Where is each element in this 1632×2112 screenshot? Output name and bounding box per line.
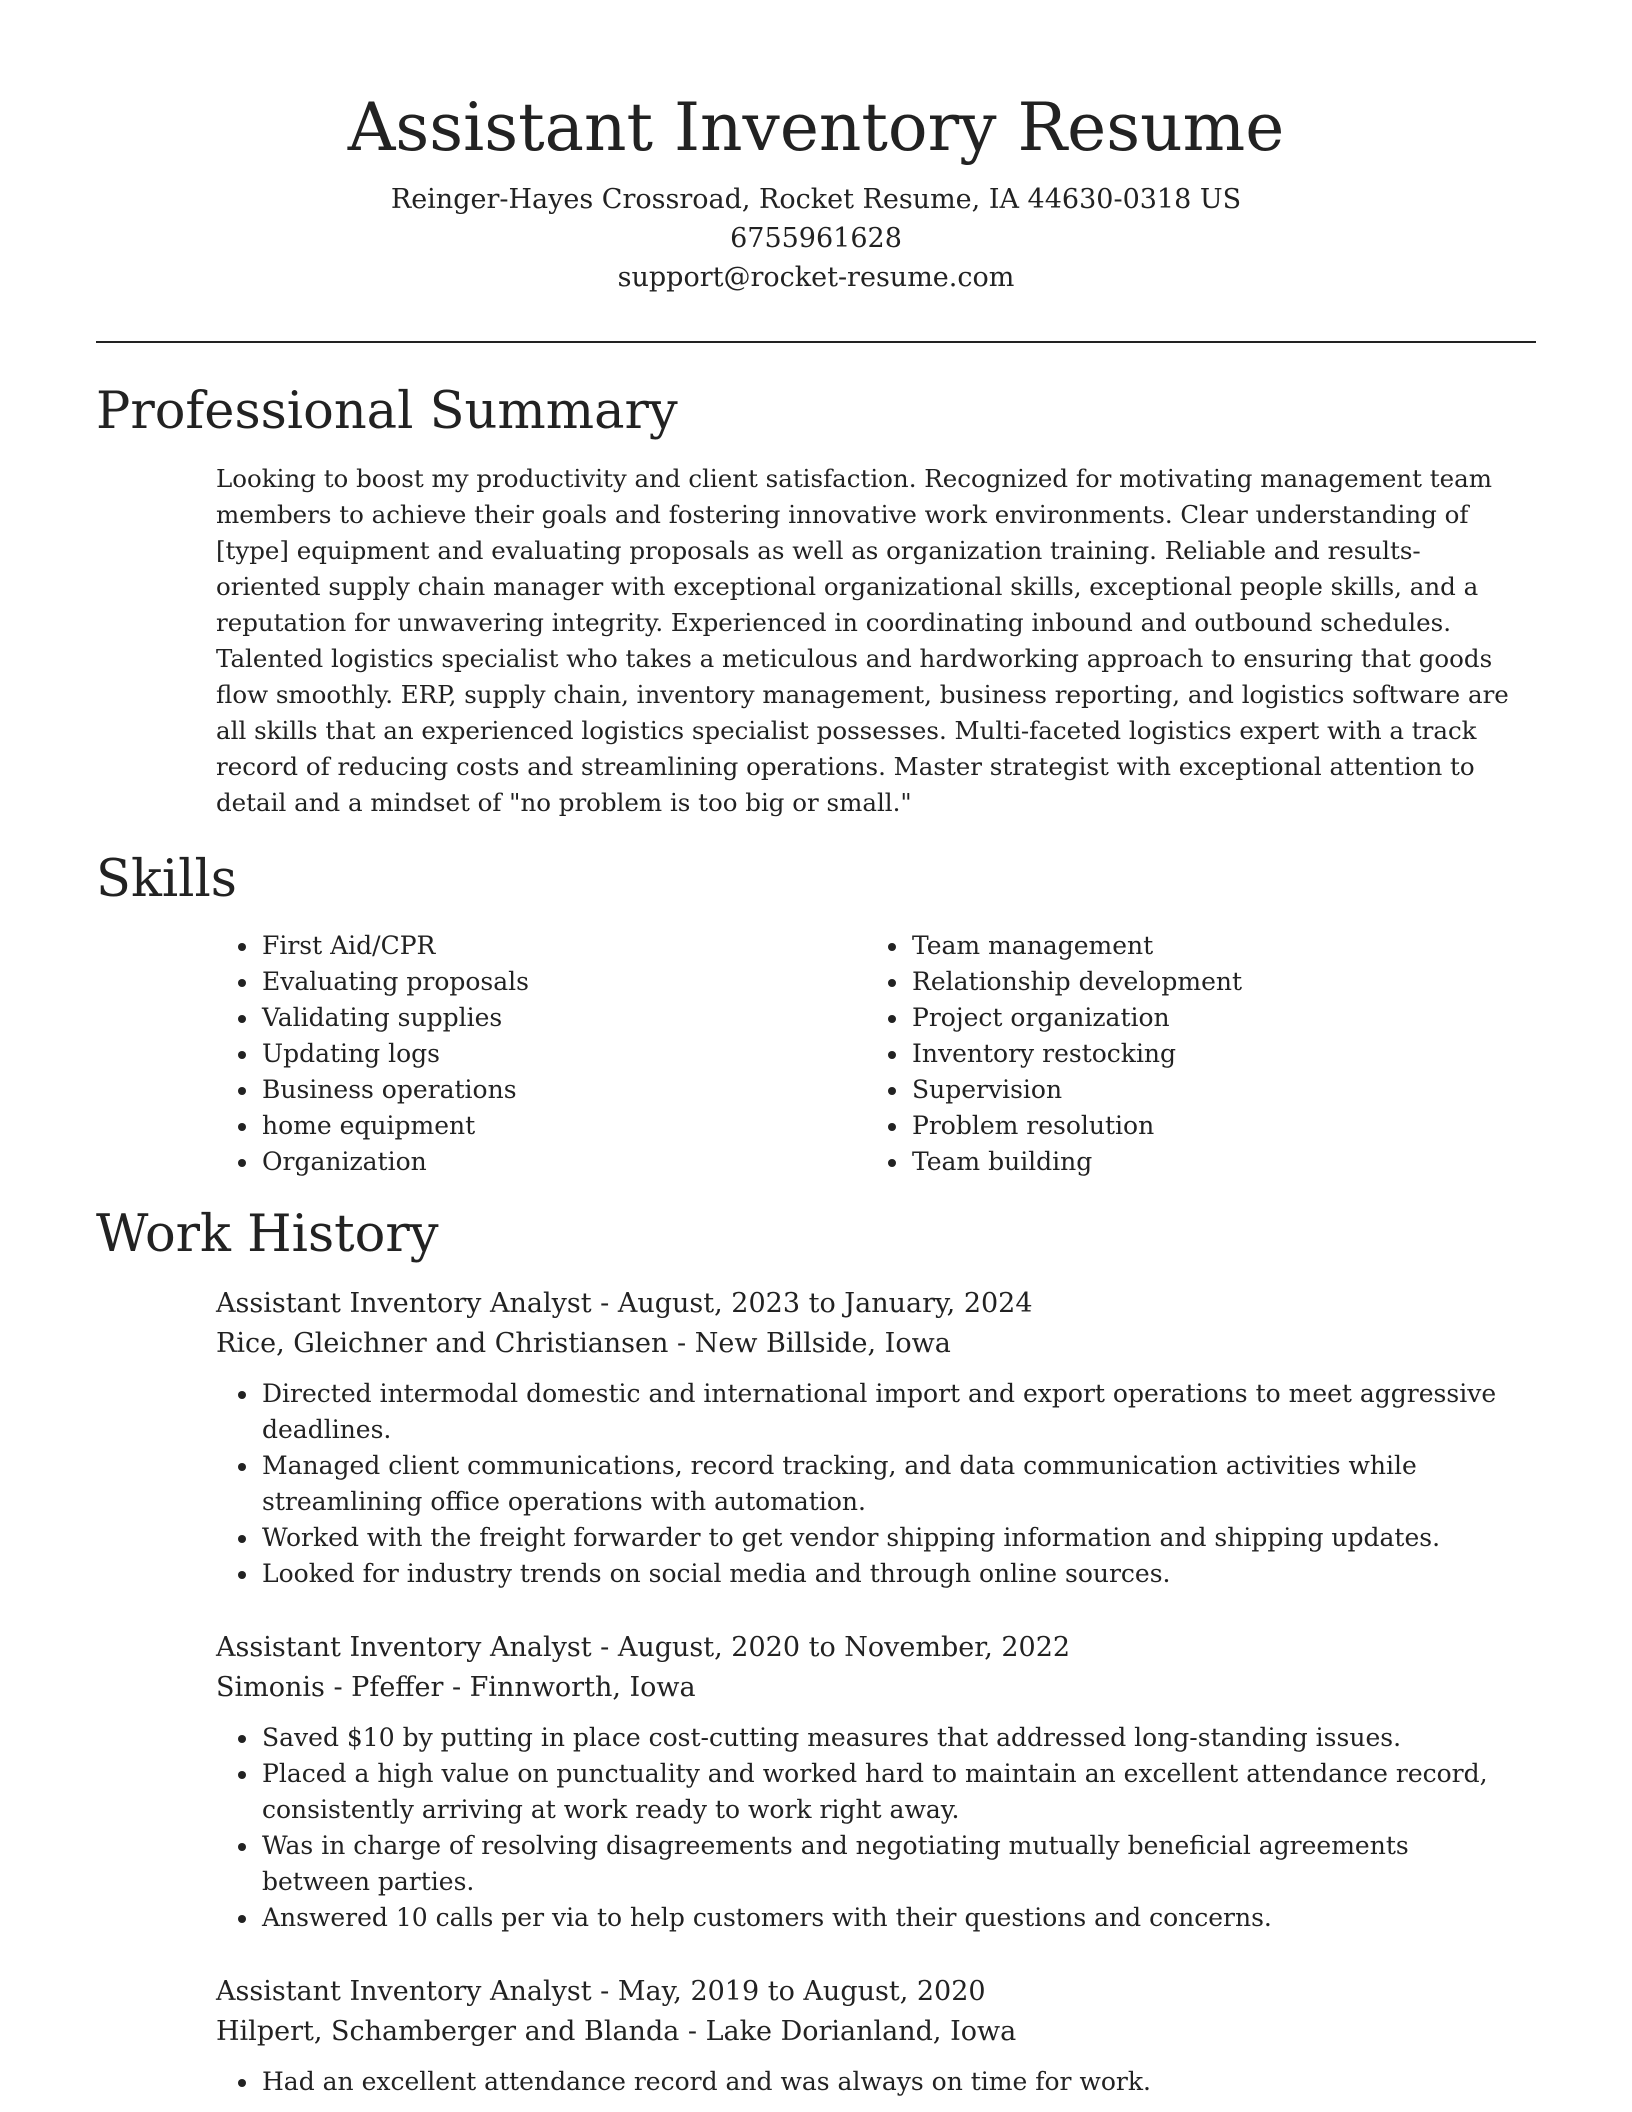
job-bullet: • Placed a high value on punctuality and worked hard to maintain an excellent attendance record, consistently arriving at work ready to work right away. [260,1756,1516,1828]
job-company: Rice, Gleichner and Christiansen [216,1328,669,1359]
job-title: Assistant Inventory Analyst [216,1976,592,2007]
contact-phone: 6755961628 [730,223,902,254]
skill-item: • Project organization [910,1000,1550,1036]
job-company: Hilpert, Schamberger and Blanda [216,2016,680,2047]
job-bullets [216,1720,1516,1936]
job-location: New Billside, Iowa [694,1328,951,1359]
job-bullet: • Answered 10 calls per via to help customers with their questions and concerns. [260,1900,1516,1936]
skill-item: • Supervision [910,1072,1550,1108]
job-location: Lake Dorianland, Iowa [705,2016,1017,2047]
job-bullet: • Managed client communications, record tracking, and data communication activities while streamlining office operations with automation. [260,1448,1516,1520]
skills-list-right [866,928,1550,1180]
job-dates: August, 2020 to November, 2022 [617,1632,1071,1663]
job-bullet: • Directed intermodal domestic and international import and export operations to meet aggressive deadlines. [260,1376,1516,1448]
job-entry [216,1284,1516,1592]
job-company-line: Hilpert, Schamberger and Blanda - Lake Dorianland, Iowa [216,2016,1017,2047]
contact-address: Reinger-Hayes Crossroad, Rocket Resume, IA 44630-0318 US [390,184,1242,215]
skill-item: • Inventory restocking [910,1036,1550,1072]
job-bullet: • Saved $10 by putting in place cost-cutting measures that addressed long-standing issues. [260,1720,1516,1756]
skill-item: • Business operations [260,1072,860,1108]
summary-text: Looking to boost my productivity and client satisfaction. Recognized for motivating management team members to achieve their goals and fostering innovative work environments. Clear understanding of [type] equipment and evaluating proposals as well as organization training. Reliable and results-oriented supply chain manager with exceptional organizational skills, exceptional people skills, and a reputation for unwavering integrity. Experienced in coordinating inbound and outbound schedules. Talented logistics specialist who takes a meticulous and hardworking approach to ensuring that goods flow smoothly. ERP, supply chain, inventory management, business reporting, and logistics software are all skills that an experienced logistics specialist possesses. Multi-faceted logistics expert with a track record of reducing costs and streamlining operations. Master strategist with exceptional attention to detail and a mindset of "no problem is too big or small." [216,464,1509,817]
skill-item: • Team management [910,928,1550,964]
job-title: Assistant Inventory Analyst [216,1632,592,1663]
skills-list-left [216,928,860,1180]
job-title-line: Assistant Inventory Analyst - May, 2019 to August, 2020 [216,1976,986,2007]
skill-item: • Evaluating proposals [260,964,860,1000]
job-bullets [216,2064,1516,2100]
skill-item: • Updating logs [260,1036,860,1072]
skill-item: • Relationship development [910,964,1550,1000]
skill-item: • Team building [910,1144,1550,1180]
contact-email: support@rocket-resume.com [617,262,1015,293]
skill-item: • Validating supplies [260,1000,860,1036]
job-title: Assistant Inventory Analyst [216,1288,592,1319]
contact-info [0,180,1632,297]
header-divider [96,341,1536,343]
job-bullets [216,1376,1516,1592]
job-entry [216,1628,1516,1936]
job-company: Simonis - Pfeffer [216,1672,444,1703]
work-history-heading: Work History [96,1205,439,1264]
skill-item: • Organization [260,1144,860,1180]
skill-item: • Problem resolution [910,1108,1550,1144]
skill-item: • First Aid/CPR [260,928,860,964]
job-bullet: • Was in charge of resolving disagreements and negotiating mutually beneficial agreements between parties. [260,1828,1516,1900]
skills-heading: Skills [96,850,237,909]
job-bullet: • Worked with the freight forwarder to get vendor shipping information and shipping updates. [260,1520,1516,1556]
job-location: Finnworth, Iowa [469,1672,696,1703]
job-title-line: Assistant Inventory Analyst - August, 2023 to January, 2024 [216,1288,1033,1319]
resume-title: Assistant Inventory Resume [347,89,1285,166]
job-company-line: Simonis - Pfeffer - Finnworth, Iowa [216,1672,696,1703]
job-bullet: • Had an excellent attendance record and was always on time for work. [260,2064,1516,2100]
job-dates: May, 2019 to August, 2020 [617,1976,986,2007]
job-title-line: Assistant Inventory Analyst - August, 2020 to November, 2022 [216,1632,1071,1663]
job-entry [216,1972,1516,2100]
summary-heading: Professional Summary [96,382,678,441]
job-dates: August, 2023 to January, 2024 [617,1288,1033,1319]
resume-header [0,0,1632,297]
job-company-line: Rice, Gleichner and Christiansen - New Billside, Iowa [216,1328,951,1359]
job-bullet: • Looked for industry trends on social media and through online sources. [260,1556,1516,1592]
skill-item: • home equipment [260,1108,860,1144]
